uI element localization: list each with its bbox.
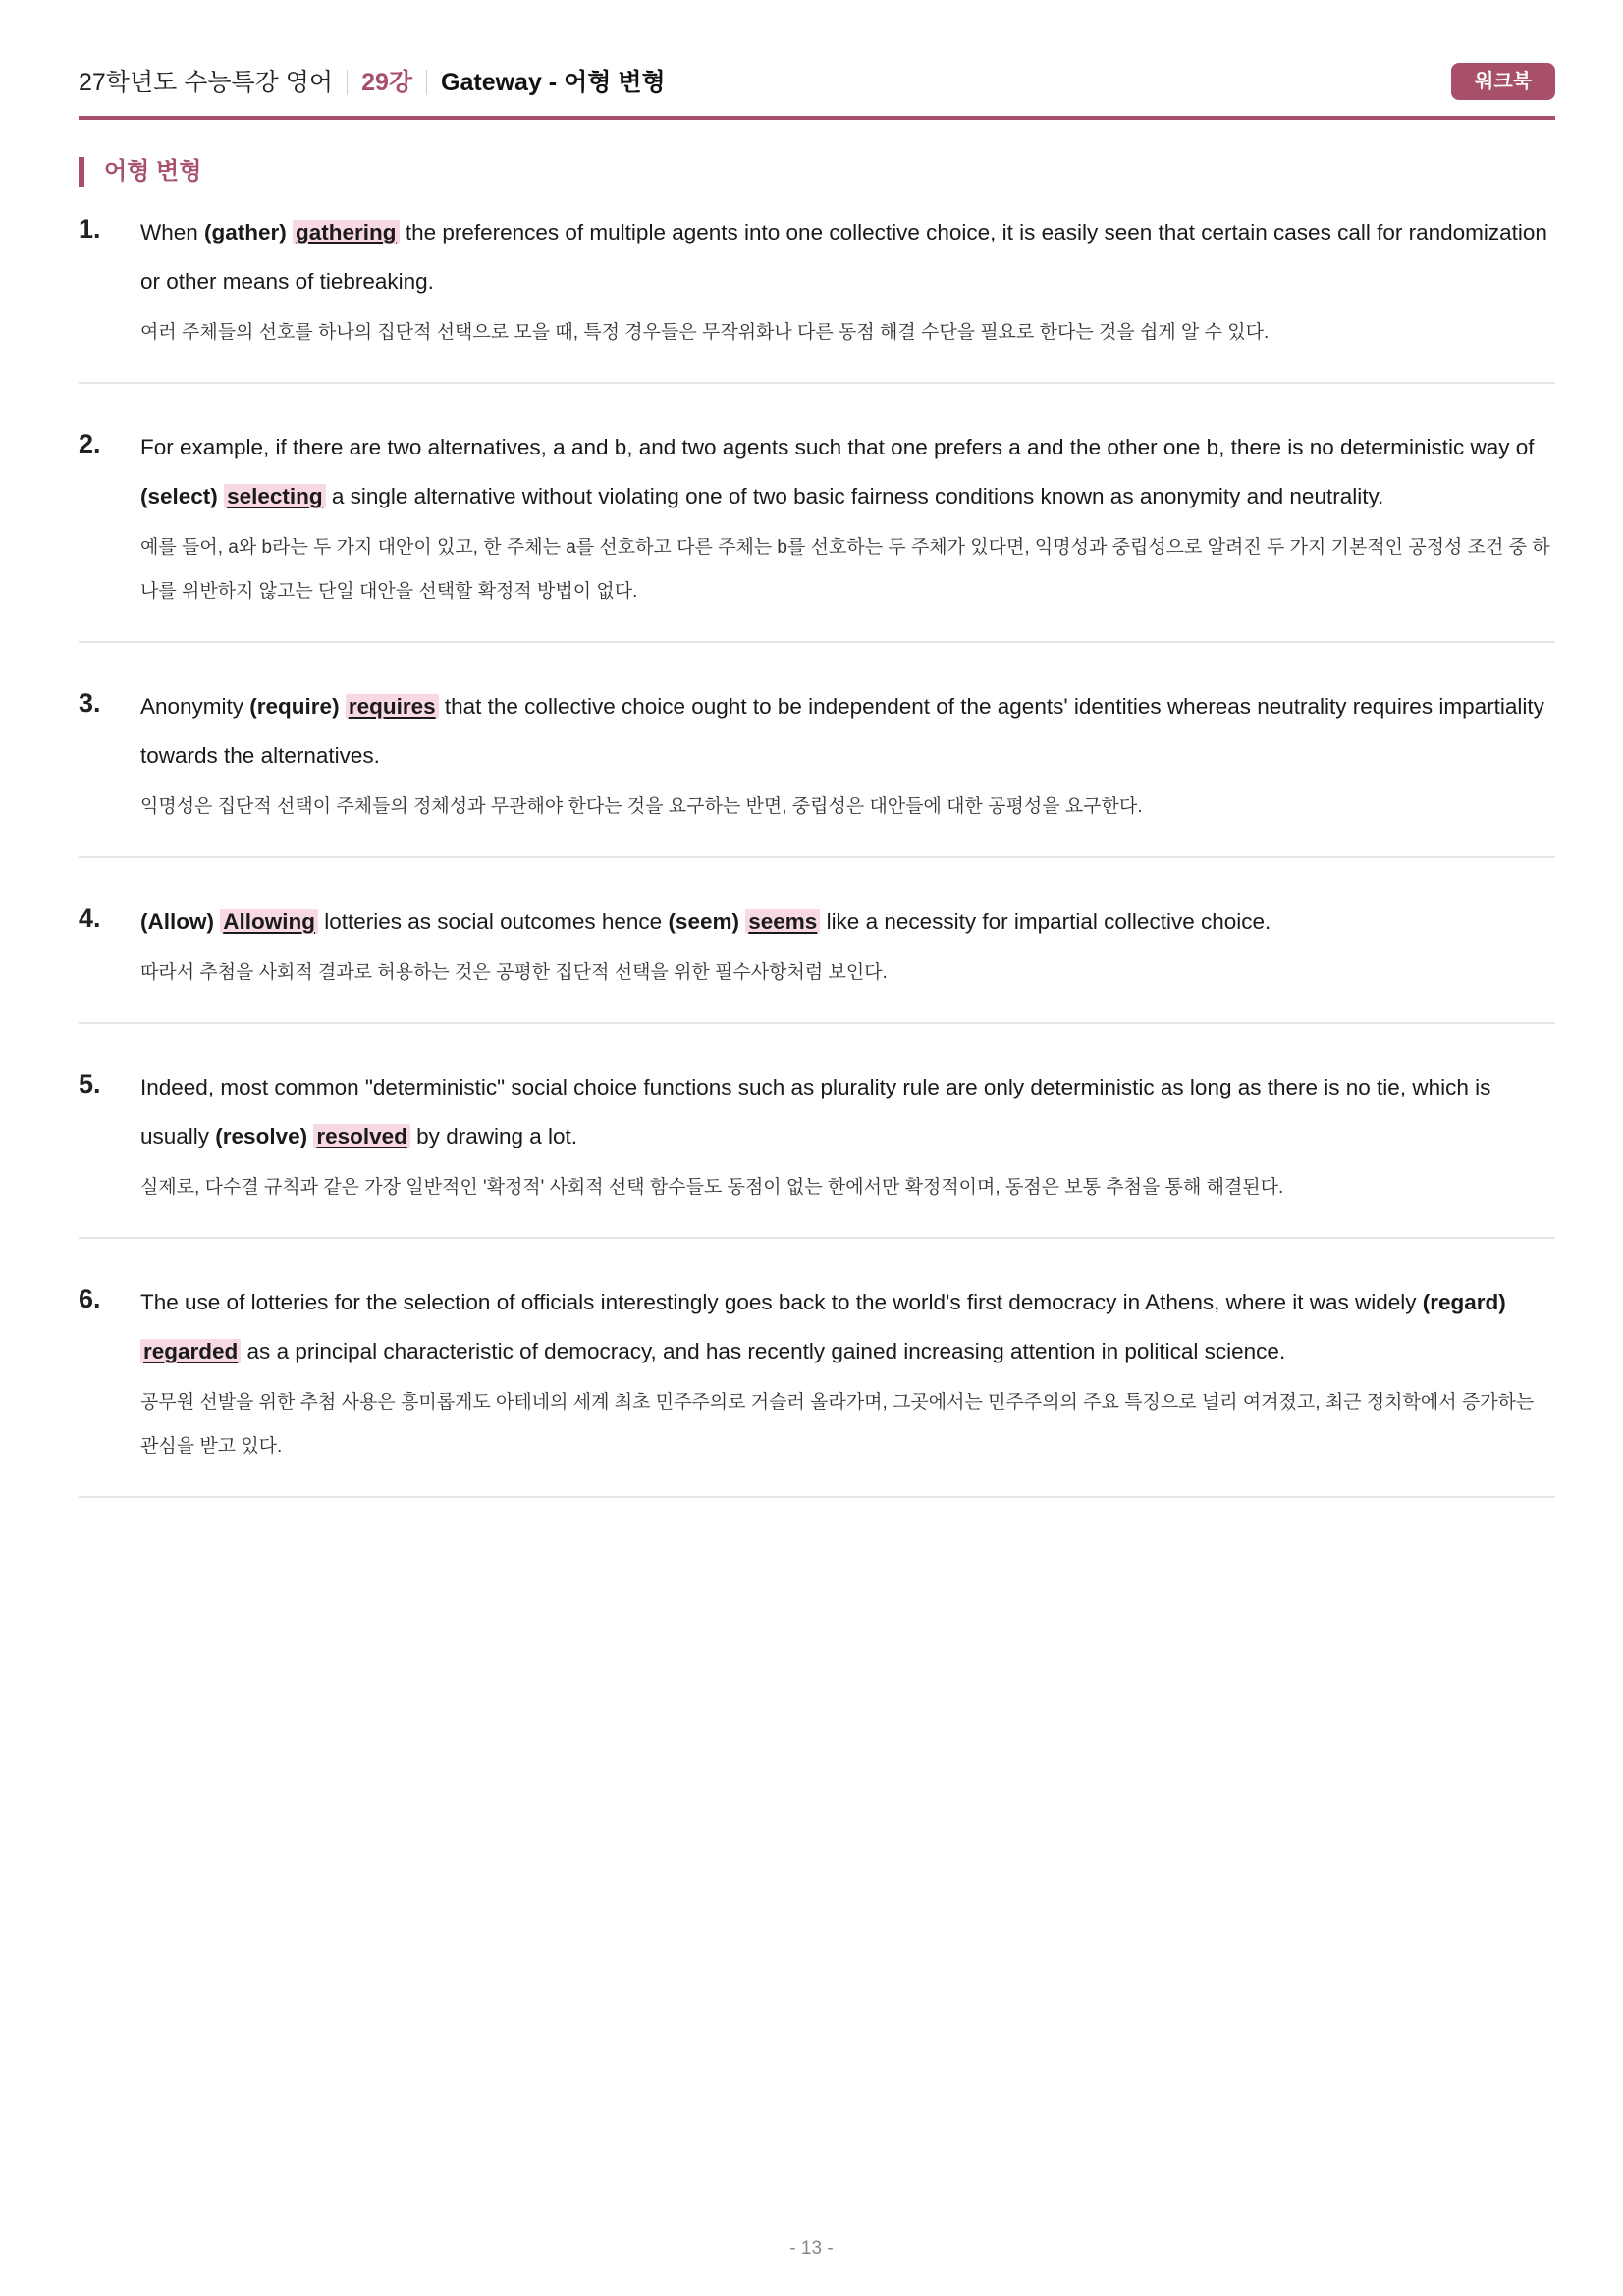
answer-word: regarded <box>140 1339 241 1363</box>
base-word-hint: (resolve) <box>215 1124 308 1148</box>
base-word-hint: (select) <box>140 484 218 508</box>
exercise-item-6 <box>79 1278 1555 1498</box>
answer-word: requires <box>346 694 439 719</box>
base-word-hint: (require) <box>249 694 340 719</box>
english-sentence: Anonymity (require) requires that the collective choice ought to be independent of the agents' identities whereas neutrality requires impartiality towards the alternatives. <box>140 694 1544 768</box>
answer-word: gathering <box>293 220 400 244</box>
page-number: - 13 - <box>789 2238 834 2259</box>
header-divider <box>426 70 427 95</box>
english-sentence: For example, if there are two alternatives, a and b, and two agents such that one prefers a and the other one b, there is no deterministic way of (select) selecting a single alternative without violating one of two basic fairness conditions known as anonymity and neutrality. <box>140 435 1535 508</box>
korean-translation: 따라서 추첨을 사회적 결과로 허용하는 것은 공평한 집단적 선택을 위한 필수사항처럼 보인다. <box>140 962 888 983</box>
base-word-hint: (gather) <box>204 220 287 244</box>
course-name: 27학년도 수능특강 영어 <box>79 69 334 96</box>
korean-translation: 여러 주체들의 선호를 하나의 집단적 선택으로 모을 때, 특정 경우들은 무작위화나 다른 동점 해결 수단을 필요로 한다는 것을 쉽게 알 수 있다. <box>140 322 1270 343</box>
answer-word: Allowing <box>220 909 318 934</box>
header-rule <box>79 116 1555 120</box>
exercise-item-4 <box>79 897 1555 1024</box>
item-number: 2. <box>79 429 101 458</box>
english-sentence: (Allow) Allowing lotteries as social outcomes hence (seem) seems like a necessity for impartial collective choice. <box>140 909 1271 934</box>
item-number: 5. <box>79 1069 101 1098</box>
exercise-item-3 <box>79 682 1555 858</box>
item-number: 1. <box>79 214 101 243</box>
base-word-hint: (Allow) <box>140 909 214 934</box>
english-sentence: When (gather) gathering the preferences of multiple agents into one collective choice, it is easily seen that certain cases call for randomization or other means of tiebreaking. <box>140 220 1547 294</box>
answer-word: selecting <box>224 484 326 508</box>
exercise-list <box>79 208 1555 1537</box>
korean-translation: 익명성은 집단적 선택이 주체들의 정체성과 무관해야 한다는 것을 요구하는 반면, 중립성은 대안들에 대한 공평성을 요구한다. <box>140 796 1143 817</box>
base-word-hint: (regard) <box>1422 1290 1506 1314</box>
korean-translation: 공무원 선발을 위한 추첨 사용은 흥미롭게도 아테네의 세계 최초 민주주의로 거슬러 올라가며, 그곳에서는 민주주의의 주요 특징으로 널리 여겨졌고, 최근 정치학에서 증가하는 관심을 받고 있다. <box>140 1392 1535 1457</box>
item-number: 3. <box>79 688 101 718</box>
korean-translation: 예를 들어, a와 b라는 두 가지 대안이 있고, 한 주체는 a를 선호하고 다른 주체는 b를 선호하는 두 주체가 있다면, 익명성과 중립성으로 알려진 두 가지 기본적인 공정성 조건 중 하나를 위반하지 않고는 단일 대안을 선택할 확정적 방법이 없다. <box>140 537 1550 602</box>
answer-word: seems <box>745 909 820 934</box>
exercise-item-1 <box>79 208 1555 384</box>
exercise-item-2 <box>79 423 1555 643</box>
english-sentence: The use of lotteries for the selection of officials interestingly goes back to the world's first democracy in Athens, where it was widely (regard) regarded as a principal characteristic of democracy, and has recently gained increasing attention in political science. <box>140 1290 1506 1363</box>
page-title: Gateway - 어형 변형 <box>441 69 666 96</box>
workbook-badge: 워크북 <box>1451 63 1555 100</box>
english-sentence: Indeed, most common "deterministic" social choice functions such as plurality rule are only deterministic as long as there is no tie, which is usually (resolve) resolved by drawing a lot. <box>140 1075 1491 1148</box>
answer-word: resolved <box>313 1124 410 1148</box>
header-divider <box>347 70 348 95</box>
section-title: 어형 변형 <box>79 157 201 187</box>
item-number: 4. <box>79 903 101 933</box>
korean-translation: 실제로, 다수결 규칙과 같은 가장 일반적인 '확정적' 사회적 선택 함수들도 동점이 없는 한에서만 확정적이며, 동점은 보통 추첨을 통해 해결된다. <box>140 1177 1284 1198</box>
base-word-hint: (seem) <box>668 909 739 934</box>
exercise-item-5 <box>79 1063 1555 1239</box>
lesson-number: 29강 <box>361 69 413 96</box>
item-number: 6. <box>79 1284 101 1313</box>
page-header <box>79 61 1555 104</box>
